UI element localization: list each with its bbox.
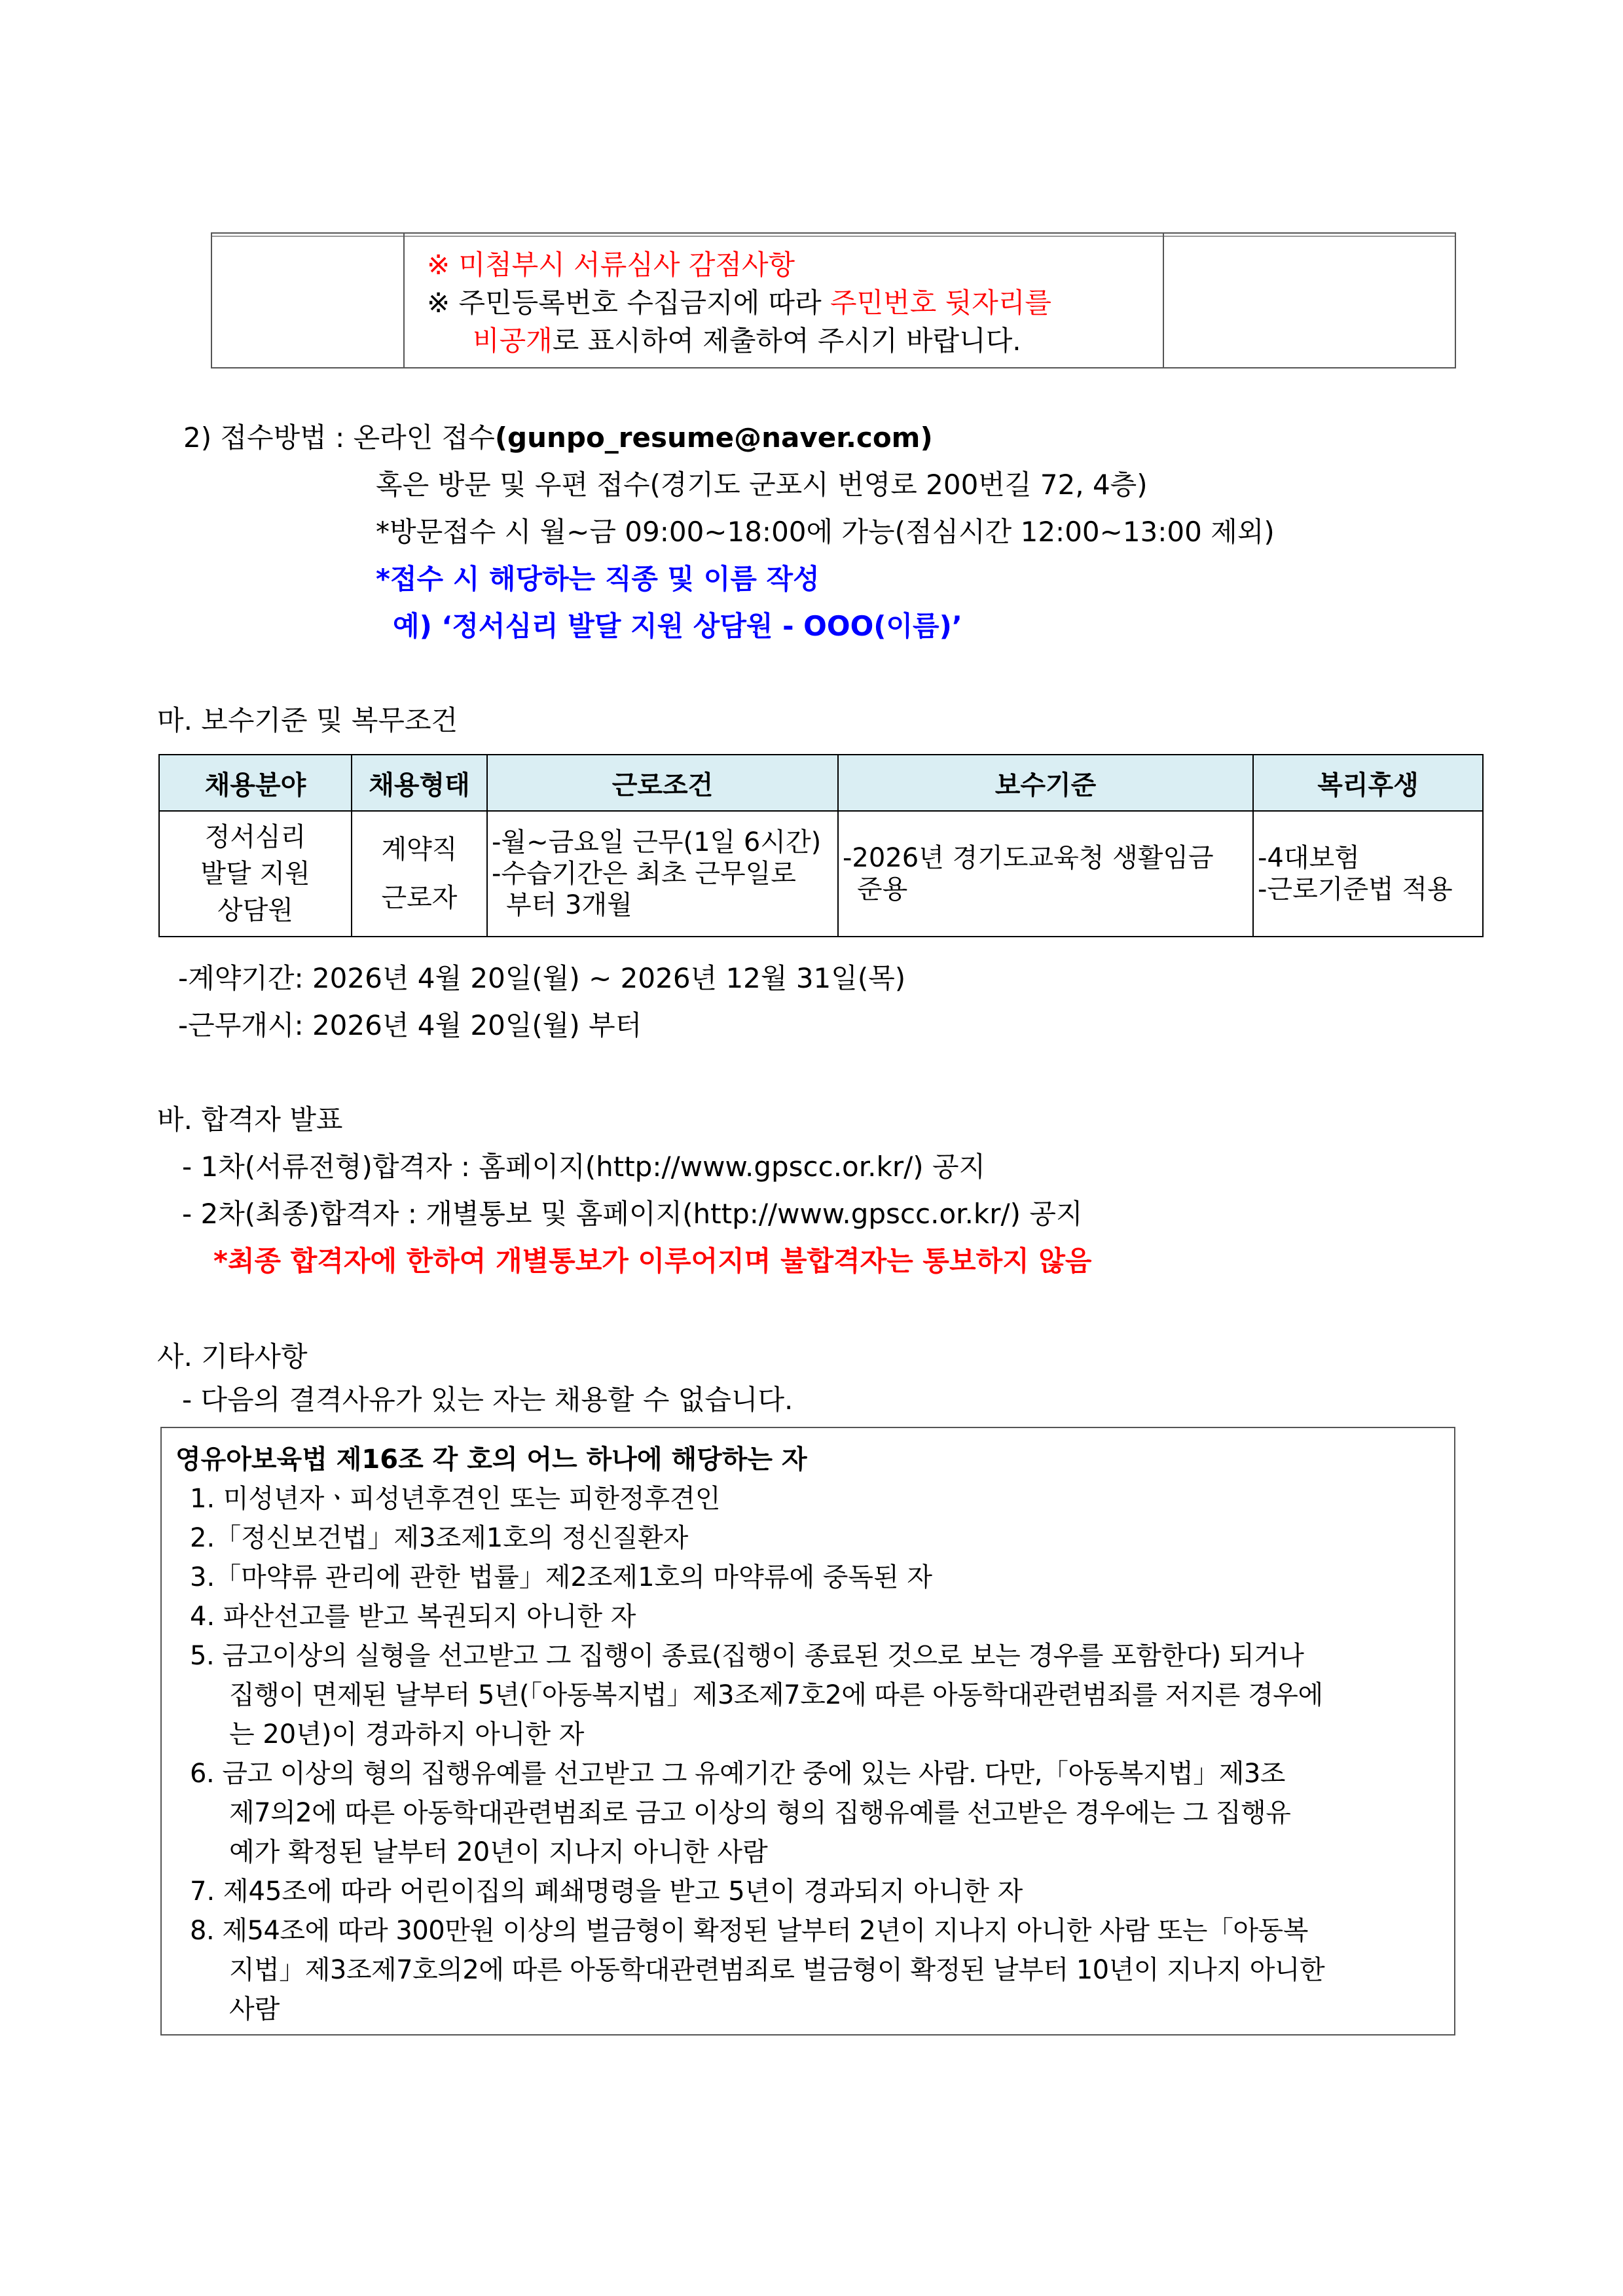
list-item: 4. 파산선고를 받고 복권되지 아니한 자 xyxy=(190,1602,636,1632)
list-item: 8. 제54조에 따라 300만원 이상의 벌금형이 확정된 날부터 2년이 지나지 아니한 사람 또는「아동복 xyxy=(190,1916,1308,1946)
table-divider xyxy=(1163,234,1164,367)
notice-line-attachment: ※ 미첨부시 서류심사 감점사항 xyxy=(427,249,795,281)
section-heading-pay: 마. 보수기준 및 복무조건 xyxy=(157,704,458,736)
cell-pay xyxy=(838,811,1253,937)
cell-line: -4대보험 xyxy=(1258,843,1360,873)
section-heading-other: 사. 기타사항 xyxy=(157,1340,308,1372)
cell-conditions xyxy=(487,811,838,937)
notice-highlight: 주민번호 뒷자리를 xyxy=(830,287,1051,319)
cell-field xyxy=(159,811,352,937)
cell-line: 부터 3개월 xyxy=(506,890,632,920)
reception-email: (gunpo_resume@naver.com) xyxy=(494,422,933,454)
list-item-continuation: 집행이 면제된 날부터 5년(「아동복지법」제3조제7호2에 따른 아동학대관련범죄를 저지른 경우에 xyxy=(229,1680,1323,1710)
cell-line: 정서심리 xyxy=(204,822,306,852)
list-item: 7. 제45조에 따라 어린이집의 폐쇄명령을 받고 5년이 경과되지 아니한 자 xyxy=(190,1876,1023,1907)
announcement-first: - 1차(서류전형)합격자 : 홈페이지(http://www.gpscc.or.kr/) 공지 xyxy=(182,1151,986,1183)
list-item: 6. 금고 이상의 형의 집행유예를 선고받고 그 유예기간 중에 있는 사람. 다만,「아동복지법」제3조 xyxy=(190,1759,1285,1789)
cell-line: -근로기준법 적용 xyxy=(1258,874,1453,905)
list-item: 1. 미성년자ㆍ피성년후견인 또는 피한정후견인 xyxy=(190,1484,721,1514)
announcement-notice: *최종 합격자에 한하여 개별통보가 이루어지며 불합격자는 통보하지 않음 xyxy=(213,1245,1092,1277)
cell-line: -수습기간은 최초 근무일로 xyxy=(492,859,796,889)
list-item: 3.「마약류 관리에 관한 법률」제2조제1호의 마약류에 중독된 자 xyxy=(190,1562,933,1592)
work-start: -근무개시: 2026년 4월 20일(월) 부터 xyxy=(178,1009,642,1041)
cell-type xyxy=(352,811,487,937)
cell-line: -월~금요일 근무(1일 6시간) xyxy=(492,827,822,857)
reception-instruction: *접수 시 해당하는 직종 및 이름 작성 xyxy=(376,563,820,595)
cell-line: 발달 지원 xyxy=(200,859,310,889)
column-header: 채용분야 xyxy=(159,755,352,811)
reception-label: 2) 접수방법 : 온라인 접수 xyxy=(183,422,495,454)
pay-conditions-table xyxy=(158,754,1484,937)
list-item: 5. 금고이상의 실형을 선고받고 그 집행이 종료(집행이 종료된 것으로 보는 경우를 포함한다) 되거나 xyxy=(190,1641,1304,1671)
table-divider xyxy=(403,234,405,367)
notice-highlight: 비공개 xyxy=(473,325,553,357)
contract-period: -계약기간: 2026년 4월 20일(월) ~ 2026년 12월 31일(목) xyxy=(178,962,906,994)
notice-line-private xyxy=(473,319,1021,359)
reception-visit: 혹은 방문 및 우편 접수(경기도 군포시 번영로 200번길 72, 4층) xyxy=(376,469,1148,501)
reception-hours: *방문접수 시 월~금 09:00~18:00에 가능(점심시간 12:00~13:00 제외) xyxy=(376,516,1275,548)
announcement-final: - 2차(최종)합격자 : 개별통보 및 홈페이지(http://www.gpscc.or.kr/) 공지 xyxy=(182,1198,1083,1230)
table-top-double-rule xyxy=(212,236,1455,237)
list-item: 2.「정신보건법」제3조제1호의 정신질환자 xyxy=(190,1523,689,1553)
reception-example: 예) ‘정서심리 발달 지원 상담원 - OOO(이름)’ xyxy=(393,610,962,642)
list-item-continuation: 는 20년)이 경과하지 아니한 자 xyxy=(229,1719,585,1749)
cell-line: -2026년 경기도교육청 생활임금 xyxy=(843,843,1214,873)
column-header: 복리후생 xyxy=(1253,755,1483,811)
table-row xyxy=(159,811,1483,937)
cell-line: 근로자 xyxy=(381,883,458,913)
cell-line: 상담원 xyxy=(217,895,293,925)
reception-method xyxy=(183,416,933,456)
notice-text: 로 표시하여 제출하여 주시기 바랍니다. xyxy=(552,325,1021,357)
section-heading-announcement: 바. 합격자 발표 xyxy=(157,1103,343,1136)
list-item-continuation: 제7의2에 따른 아동학대관련범죄로 금고 이상의 형의 집행유예를 선고받은 경우에는 그 집행유 xyxy=(229,1798,1291,1828)
list-item-continuation: 예가 확정된 날부터 20년이 지나지 아니한 사람 xyxy=(229,1837,768,1867)
column-header: 보수기준 xyxy=(838,755,1253,811)
list-item-continuation: 사람 xyxy=(229,1994,280,2024)
cell-line: 계약직 xyxy=(381,834,458,865)
notice-text: ※ 주민등록번호 수집금지에 따라 xyxy=(427,287,831,319)
column-header: 근로조건 xyxy=(487,755,838,811)
list-item-continuation: 지법」제3조제7호의2에 따른 아동학대관련범죄로 벌금형이 확정된 날부터 10년이 지나지 아니한 xyxy=(229,1955,1325,1985)
disqualification-title: 영유아보육법 제16조 각 호의 어느 하나에 해당하는 자 xyxy=(175,1444,807,1475)
other-note: - 다음의 결격사유가 있는 자는 채용할 수 없습니다. xyxy=(182,1384,793,1416)
cell-line: 준용 xyxy=(857,874,908,905)
cell-welfare xyxy=(1253,811,1483,937)
notice-line-resident-number xyxy=(427,281,1051,321)
column-header: 채용형태 xyxy=(352,755,487,811)
